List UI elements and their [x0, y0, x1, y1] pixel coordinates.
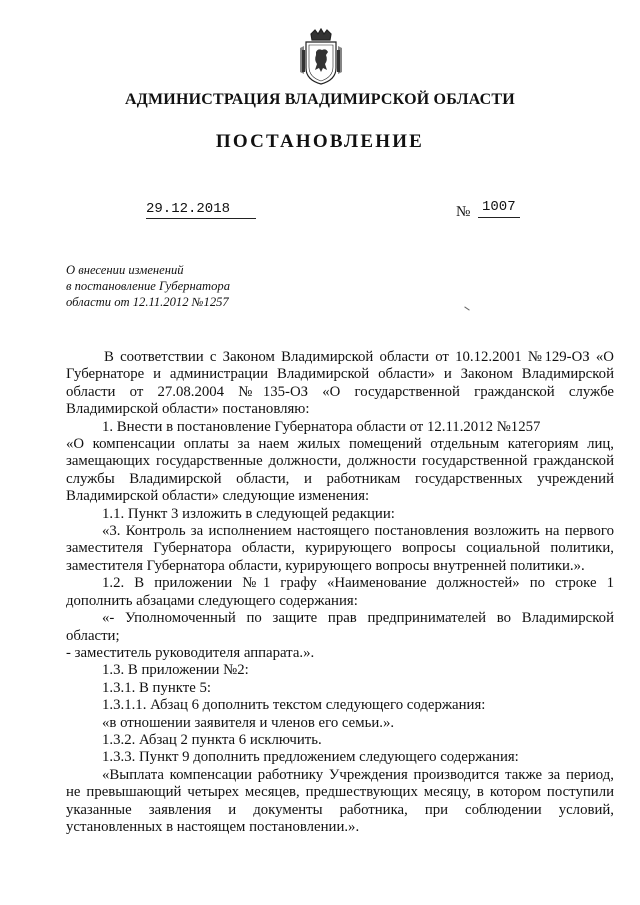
document-number-label: № — [456, 204, 471, 220]
clause-paragraph: 1.3.1. В пункте 5: — [102, 679, 212, 696]
clause-paragraph: 1.1. Пункт 3 изложить в следующей редакции: — [102, 505, 395, 522]
document-number: 1007 — [478, 199, 520, 218]
document-body — [66, 349, 614, 836]
clause-paragraph: «3. Контроль за исполнением настоящего постановления возложить на первого заместителя Губернатора области, курирующего вопросы социальной политики, заместителя Губернатора области, курирующего вопросы внутренней политики.». — [66, 523, 614, 574]
clause-paragraph: 1.3.3. Пункт 9 дополнить предложением следующего содержания: — [102, 749, 519, 766]
subject-line: О внесении изменений — [66, 263, 184, 277]
clause-paragraph: 1.2. В приложении №1 графу «Наименование должностей» по строке 1 дополнить абзацами следующего содержания: — [66, 575, 614, 609]
clause-paragraph: 1.3. В приложении №2: — [102, 662, 249, 679]
clause-paragraph: 1. Внести в постановление Губернатора области от 12.11.2012 №1257 — [102, 418, 541, 435]
clause-paragraph: «в отношении заявителя и членов его семьи.». — [102, 714, 395, 731]
preamble-paragraph: В соответствии с Законом Владимирской области от 10.12.2001 №129-ОЗ «О Губернаторе и администрации Владимирской области» и Законом Владимирской области от 27.08.2004 №135-ОЗ «О государственной гражданской службе Владимирской области» постановляю: — [66, 349, 614, 418]
document-type-title: ПОСТАНОВЛЕНИЕ — [215, 131, 425, 152]
document-date: 29.12.2018 — [146, 201, 256, 219]
clause-paragraph: 1.3.1.1. Абзац 6 дополнить текстом следующего содержания: — [102, 697, 486, 714]
clause-paragraph: «- Уполномоченный по защите прав предпринимателей во Владимирской области; — [66, 610, 614, 644]
clause-paragraph: «О компенсации оплаты за наем жилых помещений отдельным категориям лиц, замещающих государственные должности, должности государственной гражданской службы Владимирской области, и работникам государственных учреждений Владимирской области» следующие изменения: — [66, 436, 614, 505]
document-subject — [66, 262, 230, 310]
coat-of-arms-emblem — [298, 28, 344, 86]
clause-paragraph: «Выплата компенсации работнику Учреждения производится также за период, не превышающий четырех месяцев, предшествующих месяцу, в котором поступили указанные заявления и документы работника, при соблюдении условий, установленных в настоящем постановлении.». — [66, 766, 614, 835]
subject-line: в постановление Губернатора — [66, 279, 230, 293]
clause-paragraph: - заместитель руководителя аппарата.». — [66, 644, 315, 661]
subject-line: области от 12.11.2012 №1257 — [66, 295, 229, 309]
organization-name: АДМИНИСТРАЦИЯ ВЛАДИМИРСКОЙ ОБЛАСТИ — [125, 91, 515, 108]
clause-paragraph: 1.3.2. Абзац 2 пункта 6 исключить. — [102, 731, 322, 748]
scan-mark — [464, 306, 469, 310]
